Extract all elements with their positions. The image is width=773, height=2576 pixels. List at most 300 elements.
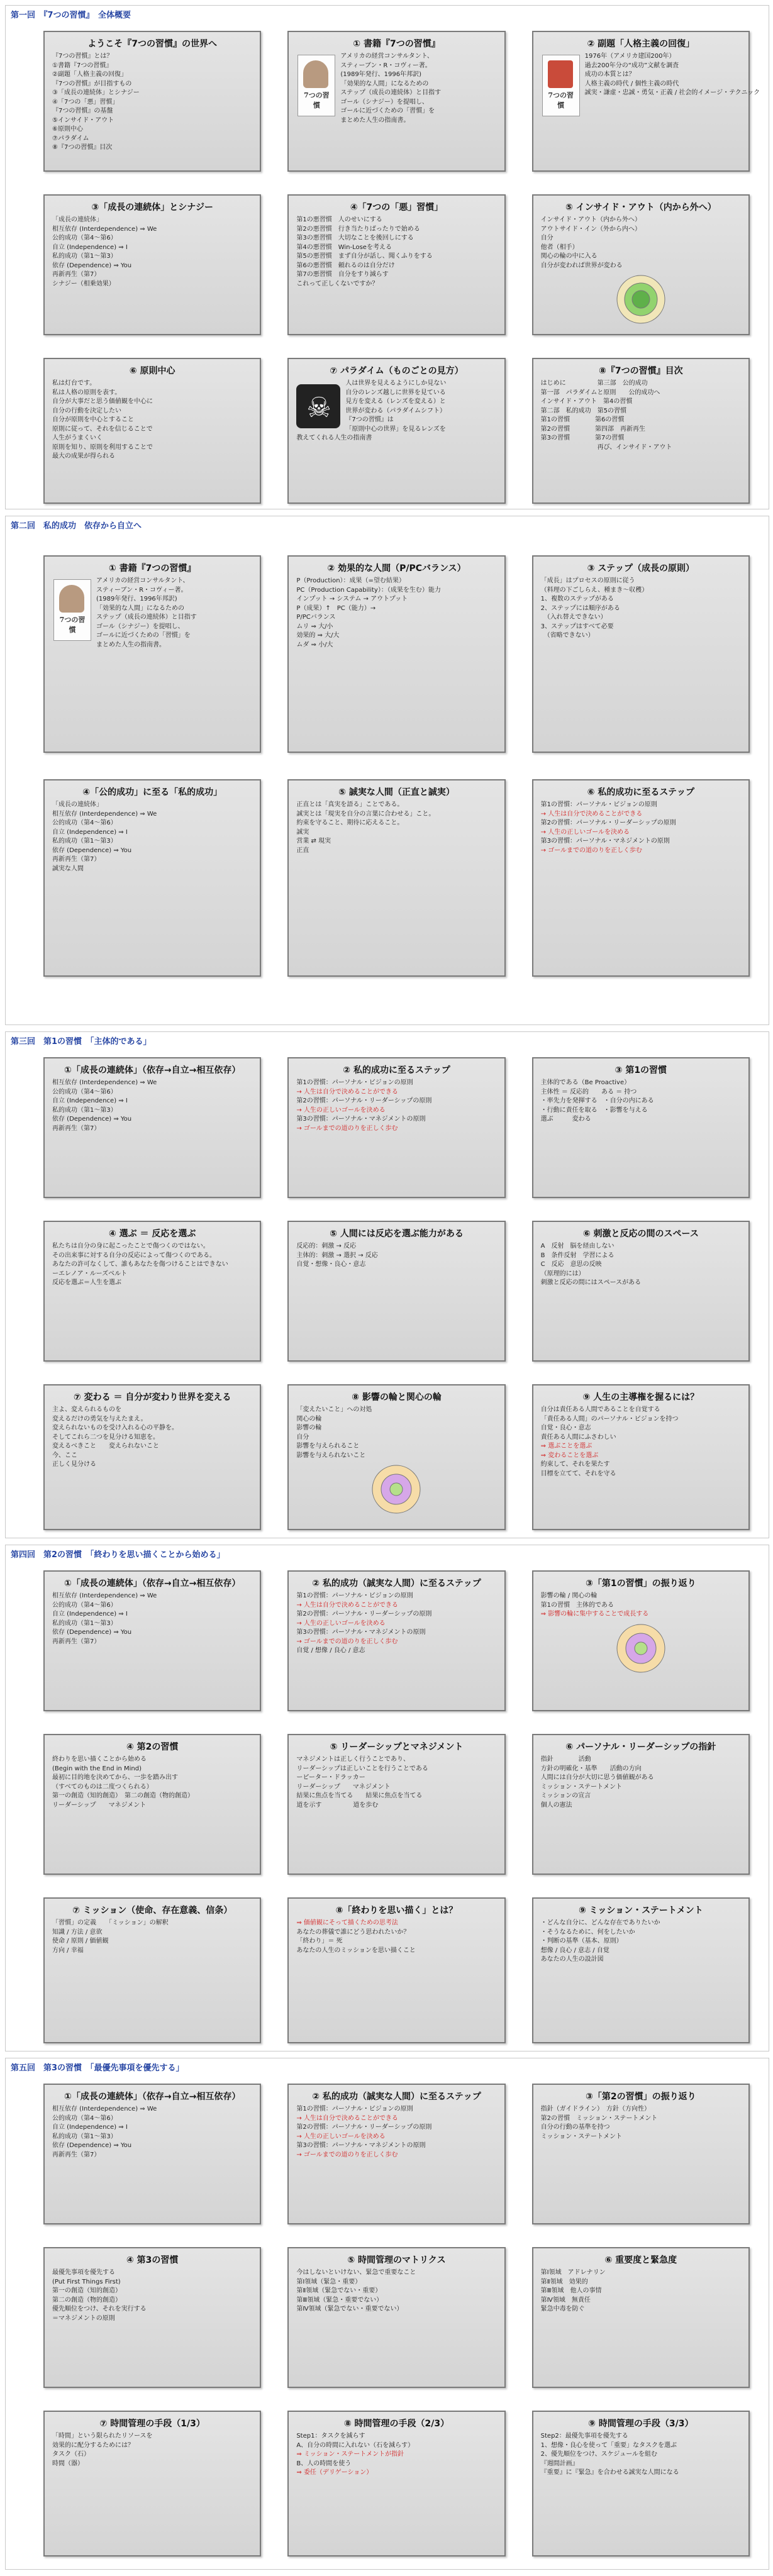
slide-text-line: 自立 (Independence) ⇒ I [52, 1611, 128, 1618]
slide-title: ⑨ 人生の主導権を握るには？ [582, 1392, 699, 1402]
slide-title: ⑥ 原則中心 [129, 366, 175, 376]
slide-card[interactable] [532, 1221, 750, 1362]
book-cover-image [298, 55, 335, 116]
slide-text-line: 再新再生（第7） [52, 856, 101, 863]
slide-body [52, 2432, 252, 2468]
slide-text-line: 公的成功（第4〜第6） [52, 1088, 117, 1096]
lecture-section [5, 516, 769, 1025]
slide-text-line: 世界が変わる（パラダイムシフト） [345, 407, 447, 414]
slide-body [296, 379, 496, 443]
slide-body [296, 52, 496, 125]
slide-text-line: 第3の悪習慣 大切なことを後回しにする [296, 235, 414, 242]
slide-text-line: → 人生は自分で決めることができる [296, 2114, 398, 2122]
slide-text-line: （省略できない） [540, 632, 594, 639]
slide-text-line: ムダ ⇒ 小/大 [296, 641, 333, 648]
slide-text-line: 第6の悪習慣 頼れるのは自分だけ [296, 262, 395, 269]
slide-body [52, 52, 252, 153]
slide-card[interactable] [43, 358, 261, 504]
slide-text-line: 結果に焦点を当てる 結果に焦点を当てる [296, 1792, 423, 1799]
slide-text-line: ゴール（シナジー）を提唱し、 [96, 623, 184, 630]
slide-text-line: 想像 / 良心 / 意志 / 自覚 [540, 1946, 609, 1954]
slide-text-line: アメリカの経営コンサルタント、 [96, 577, 189, 584]
slide-text-line: 1976年（アメリカ建国200年） [584, 53, 676, 60]
slide-text-line: 『7つの習慣』とは？ [52, 53, 113, 60]
slide-text-line: あなたの葬儀で誰にどう思われたいか？ [296, 1928, 410, 1936]
slide-text-line: 第1の習慣 主体的である [540, 1601, 615, 1609]
slide-text-line: ・行動に責任を取る ・影響を与える [540, 1106, 648, 1114]
slide-title: ④「公的成功」に至る「私的成功」 [82, 787, 223, 797]
slide-body [52, 379, 252, 462]
slide-body [52, 801, 252, 874]
slide-card[interactable] [532, 1570, 750, 1711]
slide-text-line: 第1の習慣 第6の習慣 [540, 416, 625, 423]
slide-row [43, 1057, 750, 1198]
slide-card[interactable] [532, 2247, 750, 2388]
slide-card[interactable] [43, 1897, 261, 2043]
slide-row [43, 1221, 750, 1362]
slide-row [43, 779, 750, 977]
slide-text-line: 人格主義の時代 / 個性主義の時代 [584, 80, 679, 87]
slide-text-line: ・どんな自分に、どんな存在でありたいか [540, 1919, 660, 1926]
slide-text-line: B 条件反射 学習による [540, 1252, 615, 1259]
slide-text-line: スティーブン・R・コヴィー著。 [340, 62, 431, 69]
slide-body [296, 2105, 496, 2160]
slide-text-line: (1989年発行、1996年邦訳) [340, 71, 422, 78]
section-title: 第二回 私的成功 依存から自立へ [11, 521, 142, 531]
slide-card[interactable] [43, 1057, 261, 1198]
slide-card[interactable] [43, 555, 261, 753]
slide-text-line: ④「7つの「悪」習慣」 [52, 98, 119, 106]
slide-text-line: ムリ ⇒ 大/小 [296, 623, 333, 630]
slide-row [43, 1570, 750, 1711]
slide-card[interactable] [532, 1057, 750, 1198]
slide-text-line: 第Ⅰ領域 アドレナリン [540, 2269, 606, 2276]
slide-title: ⑤ リーダーシップとマネジメント [330, 1742, 464, 1752]
circle-diagram [359, 1464, 434, 1514]
slide-title: ⑤ 時間管理のマトリクス [347, 2255, 446, 2265]
slide-title: ①「成長の連続体」（依存→自立→相互依存） [64, 1579, 241, 1589]
slide-card[interactable] [287, 358, 505, 504]
slide-text-line: （すべてのものは二度つくられる） [52, 1783, 153, 1790]
slide-title: ⑧『7つの習慣』目次 [599, 366, 683, 376]
slide-text-line: 変えるだけの勇気を与えたまえ。 [52, 1415, 147, 1423]
slide-text-line: 最大の成果が得られる [52, 453, 115, 460]
slide-text-line: インサイド・アウト（内から外へ） [540, 216, 641, 223]
slide-text-line: 公的成功（第4〜第6） [52, 1601, 117, 1609]
slide-text-line: 「成長」はプロセスの原則に従う [540, 577, 635, 584]
slide-card[interactable] [43, 2084, 261, 2224]
book-cover-lettering: 7つの習慣 [59, 616, 86, 635]
slide-text-line: ②副題「人格主義の回復」 [52, 71, 127, 78]
slide-body [296, 801, 496, 855]
slide-text-line: 正しく見分ける [52, 1461, 96, 1468]
slide-text-line: 自分が大事だと思う価値観を中心に [52, 398, 153, 405]
slide-text-line: 第1の習慣：パーソナル・ビジョンの原則 [296, 1079, 413, 1086]
slide-title: ⑧「終わりを思い描く」とは？ [335, 1906, 458, 1916]
slide-text-line: 再新再生（第7） [52, 271, 101, 278]
slide-text-line: 影響を与えられないこと [296, 1452, 366, 1459]
slide-card[interactable] [287, 2084, 505, 2224]
slide-text-line: ⑧『7つの習慣』目次 [52, 144, 113, 151]
slide-text-line: ⑥原則中心 [52, 126, 83, 133]
slide-text-line: 影響を与えられること [296, 1443, 360, 1450]
slide-row [43, 358, 750, 504]
slide-body [541, 1079, 741, 1124]
slide-text-line: 依存 (Dependence) ⇒ You [52, 262, 132, 269]
slide-row [43, 194, 750, 335]
slide-text-line: 相互依存 (Interdependence) ⇒ We [52, 810, 157, 818]
slide-text-line: シナジー（相乗効果） [52, 280, 115, 287]
slide-text-line: → ゴールまでの道のりを正しく歩む [296, 2151, 398, 2158]
slide-card[interactable] [287, 2247, 505, 2388]
slide-body [52, 1592, 252, 1646]
slide-text-line: 刺激と反応の間にはスペースがある [540, 1279, 642, 1286]
slide-text-line: 最優先事項を優先する [52, 2269, 115, 2276]
slide-text-line: あなたの人生の設計図 [540, 1956, 604, 1963]
slide-text-line: 関心の輪の中に入る [540, 253, 598, 260]
slide-body [541, 1919, 741, 1965]
slide-card[interactable] [287, 555, 505, 753]
slide-card[interactable] [43, 31, 261, 172]
slide-text-line: 影響の輪 / 関心の輪 [540, 1592, 598, 1599]
slide-text-line: 第4の悪習慣 Win-Loseを考える [296, 243, 392, 251]
slide-text-line: ・判断の基準（基本、原則） [540, 1938, 623, 1945]
slide-text-line: 個人の憲法 [540, 1801, 572, 1809]
slide-text-line: 方針の明確化・基準 活動の方向 [540, 1765, 642, 1772]
slide-card[interactable] [287, 1897, 505, 2043]
slide-body [541, 379, 741, 452]
slide-text-line: 今、ここ [52, 1452, 77, 1459]
slide-text-line: 第二の創造（物的創造） [52, 2296, 121, 2304]
slide-text-line: A、自分の時間に入れない（石を減らす） [296, 2441, 414, 2449]
slide-card[interactable] [287, 1221, 505, 1362]
slide-text-line: 誠実とは「現実を自分の言葉に合わせる」こと。 [296, 810, 435, 818]
slide-text-line: 「成長の連続体」 [52, 216, 103, 223]
slide-text-line: 責任ある人間にふさわしい [540, 1433, 616, 1441]
slide-body [296, 1079, 496, 1133]
diagram-ring-3 [635, 1642, 647, 1655]
slide-body [296, 1406, 496, 1514]
slide-card[interactable] [43, 779, 261, 977]
book-cover-lettering: 7つの習慣 [304, 91, 330, 110]
slide-text-line: 今はしないといけない、緊急で重要なこと [296, 2269, 416, 2276]
slide-text-line: 「責任ある人間」のパーソナル・ビジョンを持つ [540, 1415, 679, 1423]
slide-text-line: 使命 / 原則 / 価値観 [52, 1938, 109, 1945]
slide-row [43, 2084, 750, 2224]
slide-body [52, 1242, 252, 1288]
slide-text-line: 第5の悪習慣 まず自分が話し、聞くふりをする [296, 253, 433, 260]
slide-title: ①「成長の連続体」（依存→自立→相互依存） [64, 1065, 241, 1075]
slide-text-line: 反応的：刺激 → 反応 [296, 1243, 357, 1250]
slide-text-line: 第Ⅳ領域（緊急でない・重要でない） [296, 2306, 403, 2312]
slide-title: ⑧ 時間管理の手段（2/3） [343, 2419, 450, 2429]
slide-title: ようこそ『7つの習慣』の世界へ [87, 39, 218, 49]
slide-text-line: 原則に従って、それを信じることで [52, 425, 153, 433]
book-cover-image [542, 55, 580, 116]
slide-text-line: → ゴールまでの道のりを正しく歩む [540, 847, 643, 854]
slide-card[interactable] [532, 358, 750, 504]
slide-body [296, 2432, 496, 2478]
slide-text-line: 依存 (Dependence) ⇒ You [52, 1629, 132, 1636]
slide-text-line: 主体的である（Be Proactive） [540, 1079, 631, 1086]
slide-title: ⑥ 刺激と反応の間のスペース [582, 1229, 699, 1239]
slide-text-line: 見方を変える（レンズを変える）と [345, 398, 446, 405]
slide-text-line: 相互依存 (Interdependence) ⇒ We [52, 225, 157, 233]
slide-body [52, 577, 252, 650]
lecture-section [5, 2058, 769, 2570]
section-title: 第四回 第2の習慣 「終わりを思い描くことから始める」 [11, 1550, 225, 1560]
portrait-image [59, 585, 84, 613]
slide-text-line: 私は灯台です。 [52, 380, 96, 387]
slide-text-line: 人生がうまくいく [52, 435, 103, 441]
slide-text-line: 誠実・謙虚・忠誠・勇気・正義 / 社会的イメージ・テクニック [584, 89, 760, 96]
slide-text-line: 『7つの習慣』の基盤 [52, 108, 113, 114]
slide-text-line: リーダーシップは正しいことを行うことである [296, 1765, 428, 1772]
slide-card[interactable] [43, 1570, 261, 1711]
slide-title: ② 効果的な人間（P/PCバランス） [327, 564, 466, 574]
slide-text-line: 私的成功（第1〜第3） [52, 1106, 117, 1114]
slide-text-line: ・率先力を発揮する ・自分の内にある [540, 1097, 654, 1104]
slide-text-line: その出来事に対する自分の反応によって傷つくのである。 [52, 1252, 216, 1259]
slide-text-line: 自分の行動の基準を持つ [540, 2124, 610, 2131]
slide-card[interactable] [43, 1221, 261, 1362]
slide-title: ④ 第2の習慣 [126, 1742, 179, 1752]
slide-row [43, 1734, 750, 1875]
slide-card[interactable] [532, 1734, 750, 1875]
slide-title: ③ ステップ（成長の原則） [587, 564, 695, 574]
slide-card[interactable] [287, 194, 505, 335]
slide-body [296, 1919, 496, 1955]
slide-body [541, 216, 741, 325]
slide-text-line: （原理的には） [540, 1270, 585, 1277]
slide-body [541, 1242, 741, 1288]
slide-body [296, 1755, 496, 1810]
slide-body [541, 801, 741, 855]
slide-text-line: 自覚・想像・良心・意志 [296, 1261, 366, 1268]
slide-body [541, 1592, 741, 1674]
slide-card[interactable] [532, 194, 750, 335]
slide-text-line: → ゴールまでの道のりを正しく歩む [296, 1124, 398, 1132]
slide-card[interactable] [532, 1384, 750, 1530]
slide-card[interactable] [532, 779, 750, 977]
lecture-section [5, 1031, 769, 1538]
slide-card[interactable] [287, 1734, 505, 1875]
slide-text-line: 反応を選ぶ＝人生を選ぶ [52, 1279, 121, 1286]
slide-text-line: 自分が変われば世界が変わる [540, 262, 623, 269]
slide-text-line: 自分 [540, 235, 553, 242]
slide-text-line: 「終わり」＝ 死 [296, 1938, 343, 1945]
slide-title: ③「第1の習慣」の振り返り [586, 1579, 696, 1589]
slide-text-line: インプット → システム → アウトプット [296, 596, 408, 602]
slide-text-line: 方向 / 幸福 [52, 1946, 84, 1954]
slide-text-line: 『7つの習慣』が目指すもの [52, 80, 132, 87]
slide-text-line: 「習慣」の定義 「ミッション」の解釈 [52, 1919, 169, 1926]
slide-text-line: P/PCバランス [296, 614, 336, 621]
slide-title: ①「成長の連続体」（依存→自立→相互依存） [64, 2092, 241, 2102]
slide-body [541, 52, 760, 110]
slide-text-line: 依存 (Dependence) ⇒ You [52, 2142, 132, 2149]
slide-text-line: 主よ、変えられるものを [52, 1406, 121, 1413]
slide-text-line: → ゴールまでの道のりを正しく歩む [296, 1638, 398, 1645]
slide-text-line: PC（Production Capability）：（成果を生む）能力 [296, 586, 441, 594]
slide-text-line: ーエレノア・ルーズベルト [52, 1270, 128, 1277]
slide-text-line: 正直 [296, 847, 309, 854]
slide-text-line: 「原則中心の世界」を見るレンズを [345, 425, 446, 433]
slide-text-line: ①書籍『7つの習慣』 [52, 62, 113, 69]
slide-title: ② 副題「人格主義の回復」 [587, 39, 695, 49]
slide-title: ⑥ 重要度と緊急度 [604, 2255, 677, 2265]
slide-title: ④ 第3の習慣 [126, 2255, 179, 2265]
slide-text-line: 「時間」という限られたリソースを [52, 2433, 153, 2440]
slide-text-line: 「変えたいこと」への対処 [296, 1406, 372, 1413]
slide-card[interactable] [532, 1897, 750, 2043]
slide-text-line: 自分が原則を中心とすること [52, 416, 134, 423]
slide-text-line: 原則を知り、原則を利用することで [52, 443, 153, 451]
slide-text-line: 自分は責任ある人間であることを自覚する [540, 1406, 660, 1413]
slide-text-line: 自立 (Independence) ⇒ I [52, 1097, 128, 1104]
slide-text-line: 第2の習慣：パーソナル・リーダーシップの原則 [296, 1097, 432, 1104]
slide-text-line: （入れ替えできない） [540, 614, 607, 621]
slide-title: ② 私的成功に至るステップ [343, 1065, 450, 1075]
slide-text-line: 優先順位をつけ、それを実行する [52, 2306, 147, 2312]
slide-title: ④ 選ぶ ＝ 反応を選ぶ [108, 1229, 196, 1239]
slide-text-line: 「効果的な人間」になるための [340, 80, 429, 87]
slide-text-line: 第Ⅲ領域（緊急・重要でない） [296, 2296, 383, 2304]
book-cover-lettering: 7つの習慣 [548, 91, 574, 110]
slide-card[interactable] [43, 2411, 261, 2557]
slide-body [52, 1755, 252, 1810]
slide-body [541, 2105, 741, 2141]
slide-text-line: ＝マネジメントの原則 [52, 2314, 115, 2322]
slide-body [296, 577, 496, 650]
slide-text-line: 1、想像・良心を使って「重要」なタスクを選ぶ [540, 2441, 677, 2449]
slide-text-line: 自分のレンズ越しに世界を見ている [345, 389, 446, 396]
slide-card[interactable] [287, 2411, 505, 2557]
slide-text-line: ゴール（シナジー）を提唱し、 [340, 98, 428, 106]
slide-text-line: 第一の創造（知的創造） [52, 2287, 121, 2294]
slide-card[interactable] [532, 31, 760, 172]
slide-card[interactable] [287, 1384, 505, 1530]
slide-text-line: 私たちは自分の身に起こったことで傷つくのではない。 [52, 1243, 209, 1250]
slide-card[interactable] [287, 31, 505, 172]
slide-text-line: タスク（石） [52, 2451, 90, 2458]
slide-title: ⑦ 変わる ＝ 自分が変わり世界を変える [73, 1392, 231, 1402]
slide-card[interactable] [43, 2247, 261, 2388]
slide-text-line: 再び、インサイド・アウト [540, 443, 672, 451]
slide-text-line: B、人の時間を使う [296, 2460, 352, 2467]
slide-card[interactable] [43, 1384, 261, 1530]
slide-text-line: 第2の習慣：パーソナル・リーダーシップの原則 [296, 2124, 432, 2131]
slide-title: ⑥ 私的成功に至るステップ [587, 787, 695, 797]
slide-card[interactable] [287, 779, 505, 977]
slide-text-line: ゴールに近づくための「習慣」を [340, 108, 435, 114]
slide-body [541, 577, 741, 641]
slide-text-line: ゴールに近づくための「習慣」を [96, 632, 191, 639]
slide-text-line: 自覚 / 想像 / 良心 / 意志 [296, 1647, 365, 1654]
slide-text-line: 2、ステップには順序がある [540, 604, 620, 612]
slide-card[interactable] [532, 2411, 750, 2557]
slide-text-line: 緊急中毒を防ぐ [540, 2306, 585, 2312]
slide-text-line: 相互依存 (Interdependence) ⇒ We [52, 1079, 157, 1086]
slide-text-line: マネジメントは正しく行うことであり、 [296, 1756, 410, 1763]
slide-text-line: C 反応 意思の反映 [540, 1261, 602, 1268]
slide-text-line: 第Ⅱ領域（緊急でない・重要） [296, 2287, 382, 2294]
section-title: 第一回 『7つの習慣』 全体概要 [11, 11, 131, 20]
slide-text-line: 依存 (Dependence) ⇒ You [52, 847, 132, 854]
slide-text-line: そしてこれら二つを見分ける知恵を。 [52, 1433, 159, 1441]
slide-text-line: (1989年発行、1996年邦訳) [96, 596, 177, 602]
slide-text-line: 成功の本質とは？ [584, 71, 635, 78]
slide-title: ④「7つの「悪」習慣」 [350, 203, 443, 213]
slide-text-line: 誠実な人間 [52, 865, 84, 872]
slide-text-line: はじめに 第三部 公的成功 [540, 380, 648, 387]
slide-text-line: 1、複数のステップがある [540, 596, 614, 602]
slide-card[interactable] [43, 194, 261, 335]
slide-card[interactable] [287, 1570, 505, 1711]
slide-text-line: ⇒ 変わることを選ぶ [540, 1452, 599, 1459]
slide-title: ⑤ 誠実な人間（正直と誠実） [338, 787, 455, 797]
slide-text-line: 再新再生（第7） [52, 1124, 101, 1132]
slide-text-line: これって正しくないですか？ [296, 280, 379, 287]
slide-text-line: リーダーシップ マネジメント [52, 1801, 147, 1809]
slide-text-line: 正直とは「真実を語る」ことである。 [296, 801, 404, 808]
slide-text-line: 主体的：刺激 → 選択 → 反応 [296, 1252, 378, 1259]
slide-body [52, 2268, 252, 2323]
slide-card[interactable] [532, 555, 750, 753]
slide-body [296, 216, 496, 289]
slide-title: ⑨ ミッション・ステートメント [578, 1906, 703, 1916]
slide-text-line: 私的成功（第1〜第3） [52, 1619, 117, 1627]
slide-text-line: 私は人格の原則を表す。 [52, 389, 121, 396]
slide-text-line: スティーブン・R・コヴィー著。 [96, 586, 187, 594]
slide-text-line: ③「成長の連続体」とシナジー [52, 89, 140, 96]
slide-text-line: 第3の習慣：パーソナル・マネジメントの原則 [296, 1116, 426, 1123]
slide-text-line: 『重要』に『緊急』を合わせる誠実な人間になる [540, 2469, 679, 2476]
slide-text-line: 過去200年分の“成功”文献を調査 [584, 62, 679, 69]
slide-card[interactable] [287, 1057, 505, 1198]
slide-title: ③ 第1の習慣 [615, 1065, 667, 1075]
slide-text-line: (Begin with the End in Mind) [52, 1765, 142, 1772]
slide-text-line: 第Ⅳ領域 無責任 [540, 2296, 591, 2304]
slide-text-line: 依存 (Dependence) ⇒ You [52, 1116, 132, 1123]
slide-text-line: ⑦パラダイム [52, 135, 89, 142]
slide-text-line: 第3の習慣：パーソナル・マネジメントの原則 [296, 1629, 426, 1636]
portrait-image [303, 60, 328, 88]
slide-text-line: 第1の習慣：パーソナル・ビジョンの原則 [296, 1592, 413, 1599]
circle-diagram [603, 274, 679, 325]
slide-text-line: P（成果）↑ PC（能力）→ [296, 604, 376, 612]
slide-text-line: 再新再生（第7） [52, 1638, 101, 1645]
slide-body [541, 2268, 741, 2314]
slide-text-line: 第一の創造（知的創造） 第二の創造（物的創造） [52, 1792, 194, 1799]
slide-text-line: 再新再生（第7） [52, 2151, 101, 2158]
slide-body [52, 1406, 252, 1470]
slide-text-line: 私的成功（第1〜第3） [52, 253, 117, 260]
slide-text-line: 「成長の連続体」 [52, 801, 103, 808]
slide-text-line: 自覚・良心・意志 [540, 1424, 591, 1431]
slide-body [541, 1755, 741, 1810]
slide-card[interactable] [43, 1734, 261, 1875]
slide-card[interactable] [532, 2084, 750, 2224]
slide-text-line: 目標を立てて、それを守る [540, 1470, 616, 1477]
slide-text-line: 他者（相手） [540, 243, 579, 251]
slide-text-line: 誠実 [296, 828, 309, 836]
diagram-ring-3 [390, 1483, 403, 1496]
slide-title: ⑦ パラダイム（ものごとの見方） [330, 366, 464, 376]
slide-text-line: 『7つの習慣』は [345, 416, 394, 423]
slide-text-line: → 人生の正しいゴールを決める [296, 1619, 386, 1627]
slide-text-line: ミッション・ステートメント [540, 1783, 622, 1790]
